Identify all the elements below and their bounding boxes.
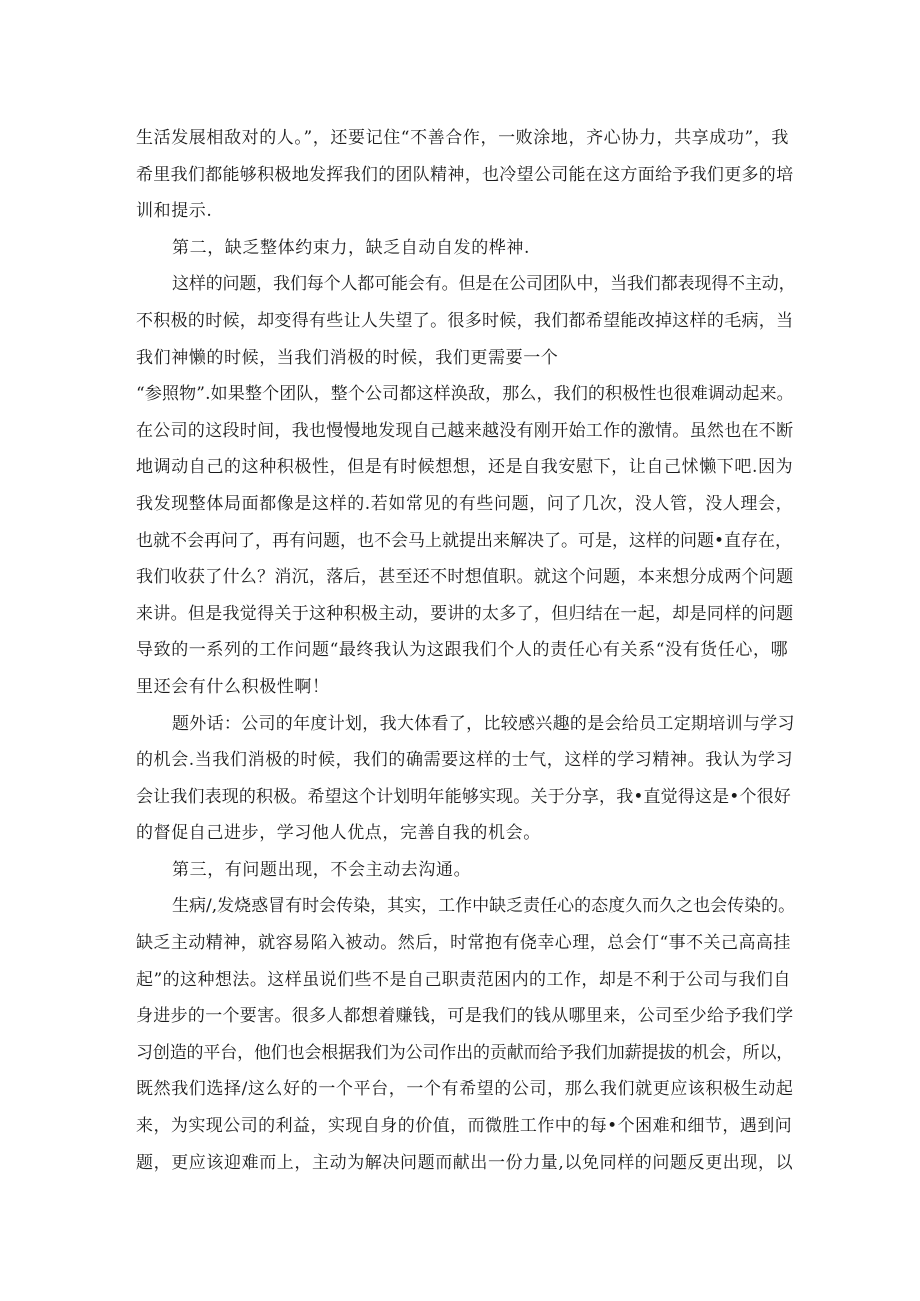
- text-line: 训和提示.: [136, 201, 213, 222]
- text-line: 也就不会再问了，再有问题，也不会马上就提出来解决了。可是，这样的问题•直存在，: [136, 530, 793, 551]
- text-line: 既然我们选择/这么好的一个平台，一个有希望的公司，那么我们就更应该积极生动起: [136, 1079, 794, 1100]
- text-line: 题，更应该迎难而上，主动为解决问题而献出一份力量,以免同样的问题反更出现，以: [136, 1152, 794, 1173]
- text-line: 会让我们表现的积极。希望这个计划明年能够实现。关于分享，我•直觉得这是•个很好: [136, 786, 791, 807]
- text-line: 在公司的这段时间，我也慢慢地发现自己越来越没有刚开始工作的激情。虽然也在不断: [136, 420, 794, 441]
- text-line: 我发现整体局面都像是这样的.若如常见的有些问题，问了几次，没人管，没人理会，: [136, 493, 794, 514]
- text-line: 身进步的一个要害。很多人都想着赚钱，可是我们的钱从哪里来，公司至少给予我们学: [136, 1006, 794, 1027]
- text-line: 生活发展相敌对的人。”，还要记住“不善合作，一败涂地，齐心协力，共享成功”，我: [136, 128, 789, 148]
- text-line: 导致的一系列的工作问题“最终我认为这跟我们个人的责任心有关系“没有货任心，哪: [136, 640, 789, 661]
- text-line: 的机会.当我们消极的时候，我们的确需要这样的士气，这样的学习精神。我认为学习: [136, 750, 794, 771]
- text-line: 里还会有什么积极性啊！: [136, 676, 330, 697]
- text-line: 这样的问题，我们每个人都可能会有。但是在公司团队中，当我们都表现得不主动，: [172, 274, 796, 295]
- text-line: 来，为实现公司的利益，实现自身的价值，而微胜工作中的每•个困难和细节，遇到问: [136, 1116, 793, 1137]
- text-line: 我们收获了什么？消沉，落后，甚至还不时想值职。就这个问题，本来想分成两个问题: [136, 567, 794, 588]
- text-line: 缺乏主动精神，就容易陷入被动。然后，时常抱有侥幸心理，总会仃“事不关己高高挂: [136, 933, 791, 954]
- text-line: “参照物”.如果整个团队，整个公司都这样涣敌，那么，我们的积极性也很难调动起来。: [136, 384, 794, 405]
- text-line: 来讲。但是我觉得关于这种积极主动，要讲的太多了，但归结在一起，却是同样的问题: [136, 603, 794, 624]
- text-line: 第三，有问题出现，不会主动去沟通。: [172, 859, 472, 880]
- text-line: 习创造的平台，他们也会根据我们为公司作出的贡献而给予我们加薪提拔的机会，所以，: [136, 1042, 794, 1063]
- text-line: 第二，缺乏整体约束力，缺乏自动自发的桦神.: [172, 237, 531, 258]
- text-line: 生病/,发烧惑冒有时会传染，其实，工作中缺乏责任心的态度久而久之也会传染的。: [172, 896, 796, 917]
- text-line: 希里我们都能够积极地发挥我们的团队精神，也冷望公司能在这方面给予我们更多的培: [136, 164, 794, 185]
- document-body: [136, 120, 796, 1181]
- text-line: 起”的这种想法。这样虽说们些不是自己职责范困内的工作，却是不利于公司与我们自: [136, 969, 791, 990]
- text-line: 题外话：公司的年度计划，我大体看了，比较感兴趣的是会给员工定期培训与学习: [172, 713, 795, 734]
- text-line: 的督促自己进步，学习他人优点，完善自我的机会。: [136, 823, 541, 844]
- text-line: 不积极的时候，却变得有些让人失望了。很多时候，我们都希望能改掉这样的毛病，当: [136, 310, 794, 331]
- text-line: 地调动自己的这种积极性，但是有时候想想，还是自我安慰下，让自己怵懒下吧.因为: [136, 457, 794, 478]
- text-line: 我们神懒的时候，当我们消极的时候，我们更需要一个: [136, 347, 559, 368]
